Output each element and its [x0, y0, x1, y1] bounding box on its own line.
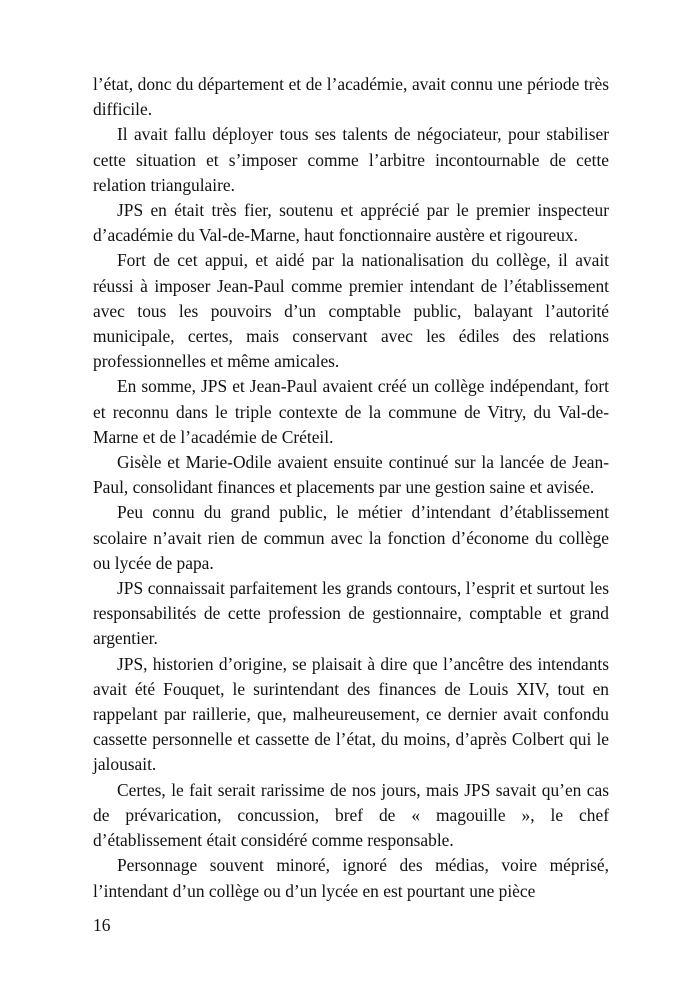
paragraph-11: Personnage souvent minoré, ignoré des médias, voire méprisé, l’intendant d’un collège ou d’un lycée en est pourtant une pièce: [93, 855, 609, 901]
paragraph-8: JPS connaissait parfaitement les grands contours, l’esprit et surtout les responsabilités de cette profession de gestionnaire, comptable et grand argentier.: [93, 578, 609, 649]
paragraph-5: En somme, JPS et Jean-Paul avaient créé un collège indépendant, fort et reconnu dans le triple contexte de la commune de Vitry, du Val-de-Marne et de l’académie de Créteil.: [93, 376, 609, 447]
paragraph-10: Certes, le fait serait rarissime de nos jours, mais JPS savait qu’en cas de prévarication, concussion, bref de « magouille », le chef d’établissement était considéré comme responsable.: [93, 779, 609, 851]
paragraph-1: l’état, donc du département et de l’académie, avait connu une période très difficile.: [93, 74, 609, 120]
paragraph-9: JPS, historien d’origine, se plaisait à dire que l’ancêtre des intendants avait été Fouquet, le surintendant des finances de Louis XIV, tout en rappelant par raillerie, que, malheureusement, ce dernier avait confondu cassette personnelle et cassette de l’état, du moins, d’après Colbert qui le jalousait.: [93, 653, 609, 775]
paragraph-2: Il avait fallu déployer tous ses talents de négociateur, pour stabiliser cette situation et s’imposer comme l’arbitre incontournable de cette relation triangulaire.: [93, 124, 609, 195]
paragraph-7: Peu connu du grand public, le métier d’intendant d’établissement scolaire n’avait rien de commun avec la fonction d’économe du collège ou lycée de papa.: [93, 502, 609, 573]
body-text: [93, 72, 609, 904]
paragraph-3: JPS en était très fier, soutenu et apprécié par le premier inspecteur d’académie du Val-de-Marne, haut fonctionnaire austère et rigoureux.: [93, 200, 609, 246]
page-number: 16: [93, 915, 111, 935]
paragraph-6: Gisèle et Marie-Odile avaient ensuite continué sur la lancée de Jean-Paul, consolidant finances et placements par une gestion saine et avisée.: [93, 452, 609, 498]
paragraph-4: Fort de cet appui, et aidé par la nationalisation du collège, il avait réussi à imposer Jean-Paul comme premier intendant de l’établissement avec tous les pouvoirs d’un comptable public, balayant l’autorité municipale, certes, mais conservant avec les édiles des relations professionnelles et même amicales.: [93, 250, 609, 372]
